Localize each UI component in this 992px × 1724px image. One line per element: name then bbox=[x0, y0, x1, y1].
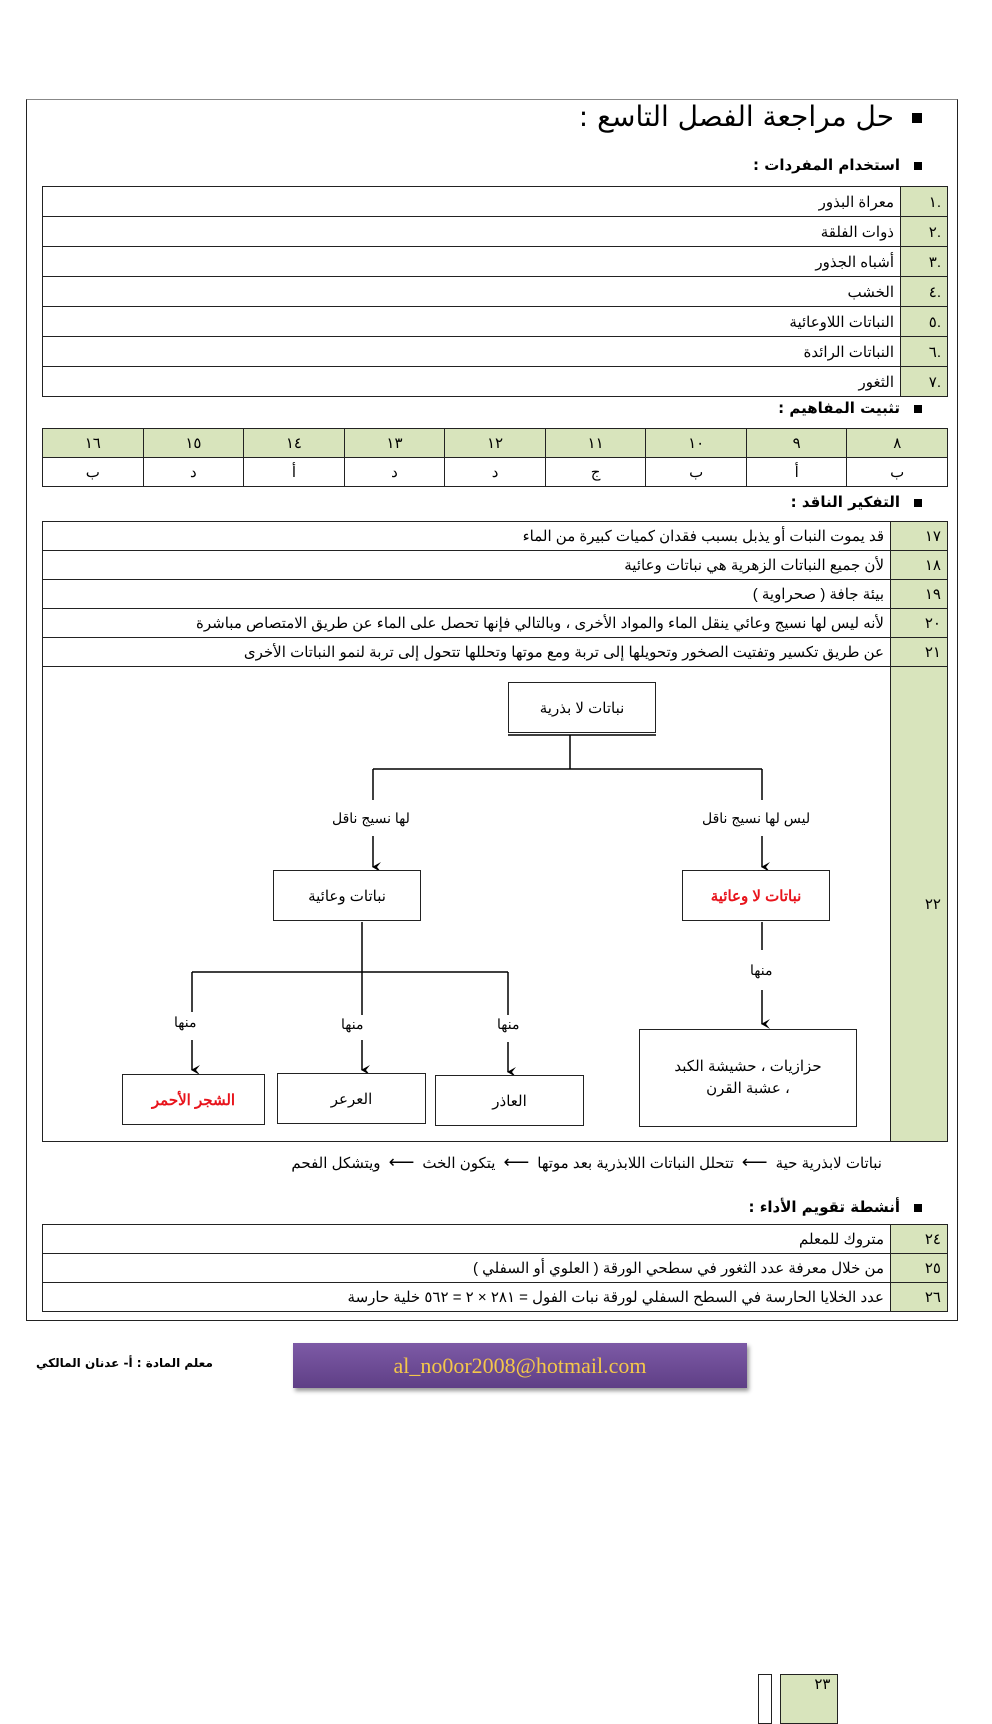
row-number: ١٩ bbox=[891, 580, 948, 609]
table-row bbox=[43, 1283, 948, 1312]
answers-row bbox=[43, 458, 948, 487]
row-text: بيئة جافة ( صحراوية ) bbox=[43, 580, 891, 609]
section-heading-concepts bbox=[778, 399, 922, 417]
row-text: الثغور bbox=[43, 367, 901, 397]
row-text: أشباه الجذور bbox=[43, 247, 901, 277]
section-heading-vocab bbox=[753, 156, 922, 174]
branch-label-left: لها نسيج ناقل bbox=[332, 810, 410, 826]
row-text: قد يموت النبات أو يذبل بسبب فقدان كميات كبيرة من الماء bbox=[43, 522, 891, 551]
question-number: ١٤ bbox=[244, 429, 345, 458]
table-row bbox=[43, 609, 948, 638]
of-them-label: منها bbox=[750, 962, 773, 978]
row-number: ٢٢ bbox=[891, 667, 948, 1142]
row-number: ١٧ bbox=[891, 522, 948, 551]
answer-cell: د bbox=[445, 458, 546, 487]
row-text: النباتات اللاوعائية bbox=[43, 307, 901, 337]
row-number: ٢٥ bbox=[891, 1254, 948, 1283]
concepts-table bbox=[42, 428, 948, 487]
row-text: لأن جميع النباتات الزهرية هي نباتات وعائية bbox=[43, 551, 891, 580]
row-number: .٢ bbox=[901, 217, 948, 247]
example-node: العرعر bbox=[277, 1073, 426, 1124]
root-node: نباتات لا بذرية bbox=[508, 682, 656, 733]
email-address[interactable]: al_no0or2008@hotmail.com bbox=[393, 1352, 647, 1378]
question-number: ٨ bbox=[847, 429, 948, 458]
row-number: .٥ bbox=[901, 307, 948, 337]
answer-cell: ب bbox=[847, 458, 948, 487]
sequence-step: تتحلل النباتات اللابذرية بعد موتها bbox=[537, 1154, 734, 1172]
heading-text: التفكير الناقد : bbox=[790, 493, 900, 511]
row-text: عدد الخلايا الحارسة في السطح السفلي لورقة نبات الفول = ٢٨١ × ٢ = ٥٦٢ خلية حارسة bbox=[43, 1283, 891, 1312]
bullet-icon bbox=[914, 499, 922, 507]
table-row bbox=[43, 638, 948, 667]
page-title bbox=[579, 100, 922, 133]
heading-text: تثبيت المفاهيم : bbox=[778, 399, 900, 417]
example-node: العاذر bbox=[435, 1075, 584, 1126]
question-numbers-row bbox=[43, 429, 948, 458]
bullet-icon bbox=[914, 162, 922, 170]
answer-cell: د bbox=[344, 458, 445, 487]
answer-cell: ج bbox=[545, 458, 646, 487]
row-text: عن طريق تكسير وتفتيت الصخور وتحويلها إلى تربة ومع موتها وتحللها تتحول إلى تربة لنمو النباتات الأخرى bbox=[43, 638, 891, 667]
answer-cell: أ bbox=[244, 458, 345, 487]
row-text: ذوات الفلقة bbox=[43, 217, 901, 247]
of-them-label: منها bbox=[341, 1016, 364, 1032]
peat-coal-sequence bbox=[291, 1152, 882, 1173]
title-text: حل مراجعة الفصل التاسع : bbox=[578, 100, 894, 133]
answer-cell: د bbox=[143, 458, 244, 487]
heading-text: استخدام المفردات : bbox=[753, 156, 900, 174]
row-number: .٣ bbox=[901, 247, 948, 277]
table-row bbox=[43, 1225, 948, 1254]
table-row bbox=[43, 217, 948, 247]
question-number: ٩ bbox=[746, 429, 847, 458]
row-text: من خلال معرفة عدد الثغور في سطحي الورقة ( العلوي أو السفلي ) bbox=[43, 1254, 891, 1283]
row-text: معراة البذور bbox=[43, 187, 901, 217]
bullet-icon bbox=[912, 113, 922, 123]
answer-cell: أ bbox=[746, 458, 847, 487]
assessment-table bbox=[42, 1224, 948, 1312]
row-number: .٦ bbox=[901, 337, 948, 367]
question-number: ١٦ bbox=[43, 429, 144, 458]
question-number: ١٣ bbox=[344, 429, 445, 458]
table-row bbox=[43, 522, 948, 551]
question-number: ١٢ bbox=[445, 429, 546, 458]
section-heading-critical bbox=[791, 493, 922, 511]
row-text: الخشب bbox=[43, 277, 901, 307]
vocab-table bbox=[42, 186, 948, 397]
row-number: ٢٦ bbox=[891, 1283, 948, 1312]
answer-cell: ب bbox=[43, 458, 144, 487]
answer-cell: ب bbox=[646, 458, 747, 487]
row-number: ٢٠ bbox=[891, 609, 948, 638]
section-heading-assessment bbox=[749, 1198, 922, 1216]
row-text: النباتات الرائدة bbox=[43, 337, 901, 367]
row-number: .١ bbox=[901, 187, 948, 217]
of-them-label: منها bbox=[497, 1016, 520, 1032]
sequence-row bbox=[758, 1674, 838, 1724]
vascular-node: نباتات وعائية bbox=[273, 870, 421, 921]
sequence-step: نباتات لابذرية حية bbox=[775, 1154, 882, 1172]
sequence-step: ويتشكل الفحم bbox=[291, 1154, 381, 1172]
table-row bbox=[43, 367, 948, 397]
row-text: لأنه ليس لها نسيج وعائي ينقل الماء والمواد الأخرى ، وبالتالي فإنها تحصل على الماء عن طريق الامتصاص مباشرة bbox=[43, 609, 891, 638]
table-row bbox=[43, 277, 948, 307]
nonvascular-node: نباتات لا وعائية bbox=[682, 870, 830, 921]
sequence-step: يتكون الخث bbox=[422, 1154, 496, 1172]
table-row bbox=[43, 1254, 948, 1283]
arrow-left-icon: ⟵ bbox=[741, 1152, 768, 1172]
row-number: ٢٤ bbox=[891, 1225, 948, 1254]
table-row bbox=[43, 187, 948, 217]
row-text: متروك للمعلم bbox=[43, 1225, 891, 1254]
row-number: .٤ bbox=[901, 277, 948, 307]
row-number: ١٨ bbox=[891, 551, 948, 580]
sequence-cell bbox=[758, 1674, 772, 1724]
question-number: ١٠ bbox=[646, 429, 747, 458]
table-row bbox=[43, 580, 948, 609]
email-banner bbox=[293, 1343, 747, 1388]
question-number: ١١ bbox=[545, 429, 646, 458]
concept-map bbox=[42, 672, 892, 1146]
example-node: الشجر الأحمر bbox=[122, 1074, 265, 1125]
table-row bbox=[43, 307, 948, 337]
arrow-left-icon: ⟵ bbox=[503, 1152, 530, 1172]
table-row bbox=[43, 551, 948, 580]
table-row bbox=[43, 247, 948, 277]
bullet-icon bbox=[914, 1204, 922, 1212]
of-them-label: منها bbox=[174, 1014, 197, 1030]
nonvascular-examples-node: حزازيات ، حشيشة الكبد ، عشبة القرن bbox=[639, 1029, 857, 1127]
heading-text: أنشطة تقويم الأداء : bbox=[748, 1198, 900, 1216]
row-number: .٧ bbox=[901, 367, 948, 397]
row-number: ٢٣ bbox=[780, 1674, 838, 1724]
table-row bbox=[43, 337, 948, 367]
question-number: ١٥ bbox=[143, 429, 244, 458]
branch-label-right: ليس لها نسيج ناقل bbox=[702, 810, 811, 826]
arrow-left-icon: ⟵ bbox=[388, 1152, 415, 1172]
row-number: ٢١ bbox=[891, 638, 948, 667]
bullet-icon bbox=[914, 405, 922, 413]
teacher-name: معلم المادة : أ- عدنان المالكي bbox=[36, 1356, 213, 1370]
